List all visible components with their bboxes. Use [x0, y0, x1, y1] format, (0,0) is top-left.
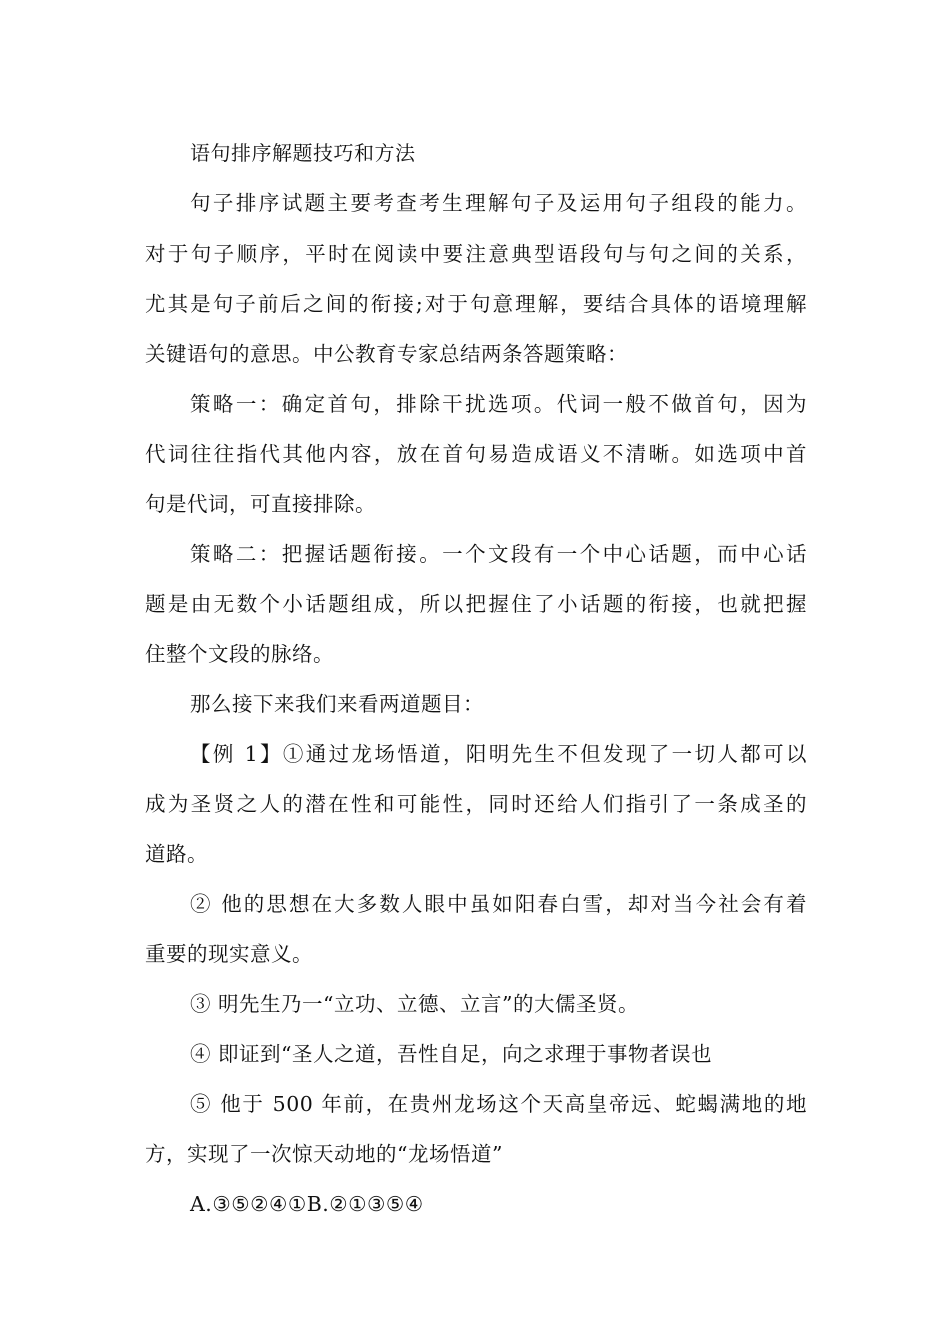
strategy-two-line: 住整个文段的脉络。 — [145, 642, 334, 666]
example-sentence-1: 道路。 — [145, 842, 208, 866]
example-sentence-5: 方，实现了一次惊天动地的“龙场悟道” — [145, 1142, 503, 1166]
example-sentence-2: 重要的现实意义。 — [145, 942, 313, 966]
paragraph-line: 句子排序试题主要考查考生理解句子及运用句子组段的能力。 — [190, 191, 807, 215]
strategy-two-line: 题是由无数个小话题组成，所以把握住了小话题的衔接，也就把握 — [145, 592, 807, 616]
example-sentence-4: ④ 即证到“圣人之道，吾性自足，向之求理于事物者误也 — [190, 1042, 712, 1066]
strategy-one-line: 代词往往指代其他内容，放在首句易造成语义不清晰。如选项中首 — [145, 442, 807, 466]
example-sentence-3: ③ 明先生乃一“立功、立德、立言”的大儒圣贤。 — [190, 992, 639, 1016]
paragraph-line: 尤其是句子前后之间的衔接;对于句意理解，要结合具体的语境理解 — [145, 292, 807, 316]
document-title: 语句排序解题技巧和方法 — [190, 141, 416, 165]
example-sentence-2: ② 他的思想在大多数人眼中虽如阳春白雪，却对当今社会有着 — [190, 892, 807, 916]
example-sentence-1: 【例 1】①通过龙场悟道，阳明先生不但发现了一切人都可以 — [190, 742, 807, 766]
strategy-one-line: 句是代词，可直接排除。 — [145, 492, 376, 516]
strategy-one-line: 策略一：确定首句，排除干扰选项。代词一般不做首句，因为 — [190, 392, 807, 416]
intro-line: 那么接下来我们来看两道题目： — [190, 692, 484, 716]
paragraph-line: 对于句子顺序，平时在阅读中要注意典型语段句与句之间的关系， — [145, 242, 807, 266]
example-sentence-5: ⑤ 他于 500 年前，在贵州龙场这个天高皇帝远、蛇蝎满地的地 — [190, 1092, 807, 1116]
strategy-two-line: 策略二：把握话题衔接。一个文段有一个中心话题，而中心话 — [190, 542, 807, 566]
paragraph-line: 关键语句的意思。中公教育专家总结两条答题策略： — [145, 342, 628, 366]
example-sentence-1: 成为圣贤之人的潜在性和可能性，同时还给人们指引了一条成圣的 — [145, 792, 807, 816]
answer-options: A.③⑤②④①B.②①③⑤④ — [190, 1192, 424, 1216]
